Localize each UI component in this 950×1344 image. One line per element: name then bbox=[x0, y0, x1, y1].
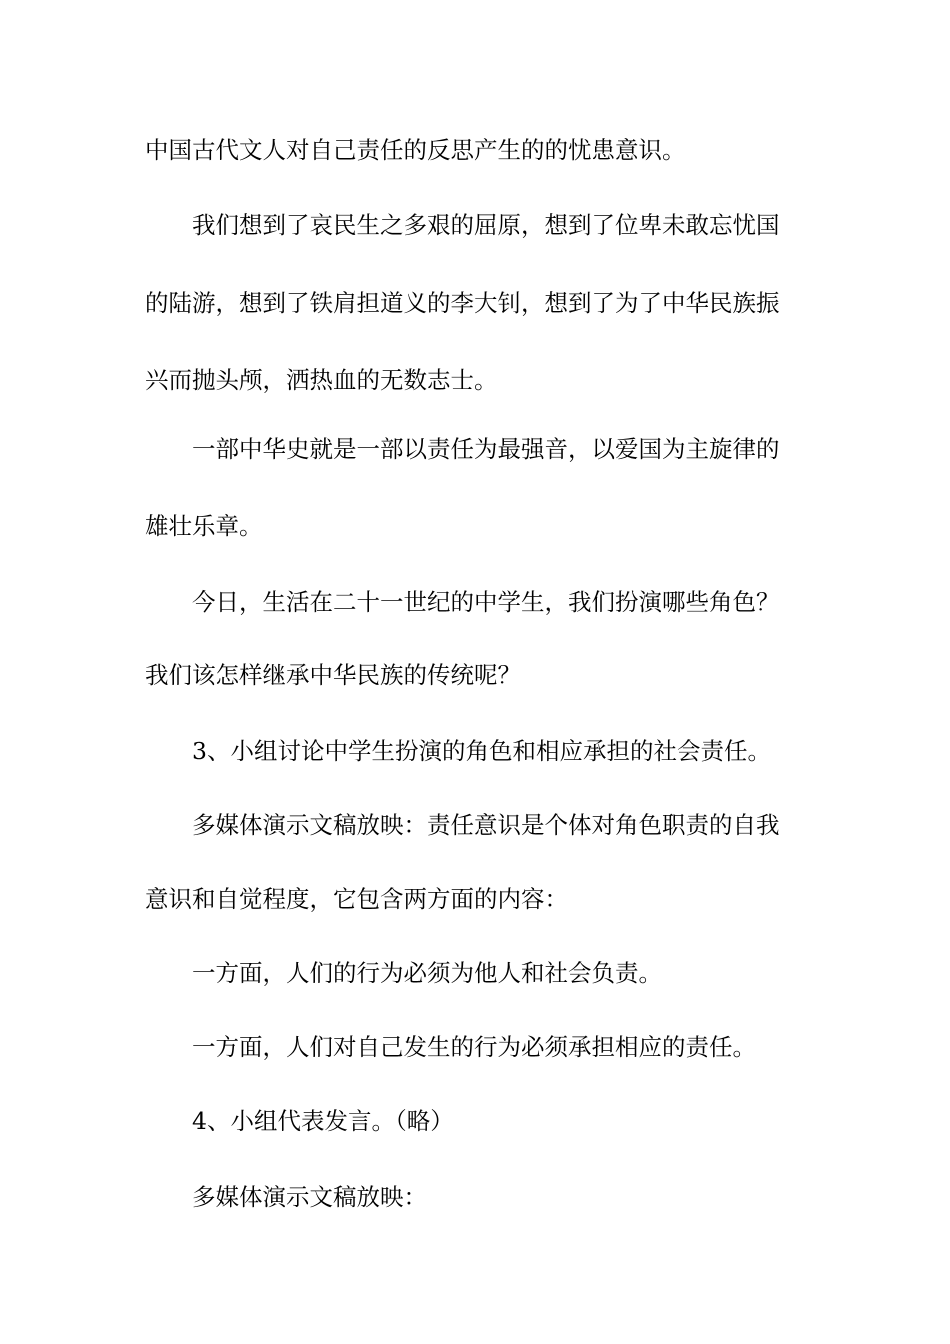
text-line-11: 意识和自觉程度，它包含两方面的内容： bbox=[145, 885, 568, 913]
text-line-5: 一部中华史就是一部以责任为最强音，以爱国为主旋律的 bbox=[192, 435, 780, 463]
text-line-7: 今日，生活在二十一世纪的中学生，我们扮演哪些角色？ bbox=[192, 588, 780, 616]
text-line-3: 的陆游，想到了铁肩担道义的李大钊，想到了为了中华民族振 bbox=[145, 289, 780, 317]
text-line-2: 我们想到了哀民生之多艰的屈原，想到了位卑未敢忘忧国 bbox=[192, 211, 780, 239]
text-line-12: 一方面，人们的行为必须为他人和社会负责。 bbox=[192, 959, 662, 987]
text-line-8: 我们该怎样继承中华民族的传统呢？ bbox=[145, 661, 521, 689]
text-line-1: 中国古代文人对自己责任的反思产生的的忧患意识。 bbox=[145, 136, 686, 164]
text-line-4: 兴而抛头颅，洒热血的无数志士。 bbox=[145, 366, 498, 394]
text-line-9: 3、小组讨论中学生扮演的角色和相应承担的社会责任。 bbox=[192, 737, 771, 765]
text-line-6: 雄壮乐章。 bbox=[145, 512, 263, 540]
text-line-15: 多媒体演示文稿放映： bbox=[192, 1183, 427, 1211]
text-line-14: 4、小组代表发言。（略） bbox=[192, 1107, 454, 1135]
text-line-13: 一方面，人们对自己发生的行为必须承担相应的责任。 bbox=[192, 1033, 756, 1061]
text-line-10: 多媒体演示文稿放映：责任意识是个体对角色职责的自我 bbox=[192, 811, 780, 839]
